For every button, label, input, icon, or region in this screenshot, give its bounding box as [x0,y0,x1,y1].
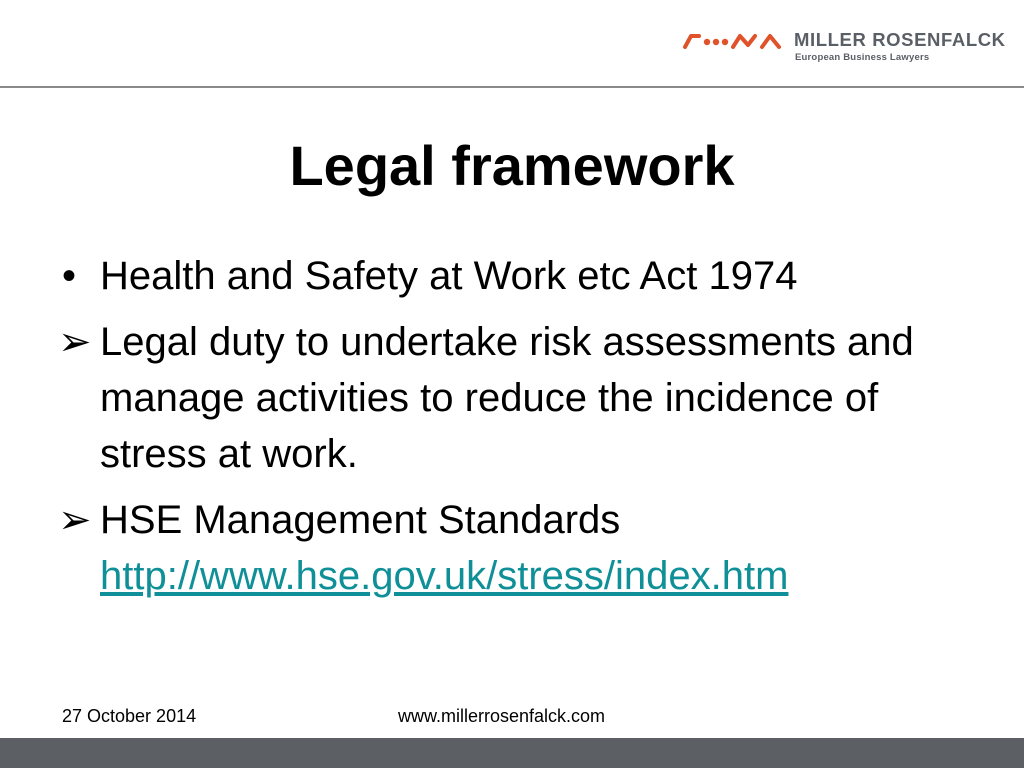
slide-header [0,0,1024,88]
company-logo [682,28,1006,68]
logo-tagline: European Business Lawyers [795,52,930,63]
logo-mark-icon [682,30,784,50]
bullet-dot-icon: • [62,254,77,298]
bullet-item-hse-standards [58,492,978,604]
arrow-bullet-icon: ➢ [58,320,92,364]
bullet-text: HSE Management Standards [100,498,621,542]
hse-stress-link[interactable]: http://www.hse.gov.uk/stress/index.htm [100,554,789,598]
header-divider [0,86,1024,88]
bullet-item-hswa [58,248,978,304]
slide-title: Legal framework [289,134,735,197]
footer-url: www.millerrosenfalck.com [398,706,606,726]
bullet-text: Legal duty to undertake risk assessments and manage activities to reduce the incidence of stress at work. [100,320,914,476]
arrow-bullet-icon: ➢ [58,498,92,542]
logo-name: MILLER ROSENFALCK [794,29,1006,50]
footer-bar [0,738,1024,768]
bullet-list [58,248,978,614]
bullet-item-legal-duty [58,314,978,482]
footer-date: 27 October 2014 [62,706,197,726]
bullet-text: Health and Safety at Work etc Act 1974 [100,254,798,298]
